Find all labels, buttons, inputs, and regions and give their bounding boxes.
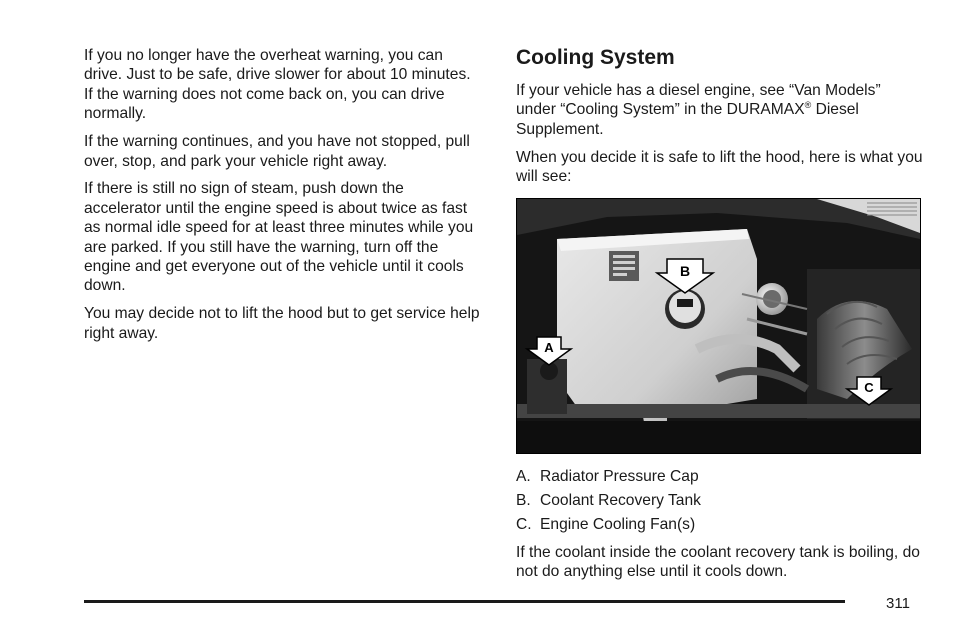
right-column [516,44,924,590]
paragraph-service-help: You may decide not to lift the hood but to get service help right away. [84,305,480,342]
photo-caption-list [516,467,924,535]
paragraph-lift-hood: When you decide it is safe to lift the hood, here is what you will see: [516,148,923,186]
marker-a-label: A [544,339,554,355]
paragraph-overheat-cleared: If you no longer have the overheat warning, you can drive. Just to be safe, drive slower for about 10 minutes. If the warning does not come back on, you can drive normally. [84,47,471,123]
caption-letter: B. [516,491,531,509]
marker-c-label: C [864,379,874,395]
caption-text: Engine Cooling Fan(s) [540,516,696,534]
diesel-note-text-end: Diesel Supplement. [516,101,859,138]
caption-item [516,467,924,486]
caption-text: Radiator Pressure Cap [540,467,699,485]
section-heading: Cooling System [516,46,675,69]
paragraph-boiling-warning: If the coolant inside the coolant recovery tank is boiling, do not do anything else until it cools down. [516,543,920,581]
paragraph-diesel-note [516,81,924,139]
page-number: 311 [886,595,910,612]
paragraph-warning-continues: If the warning continues, and you have not stopped, pull over, stop, and park your vehicle right away. [84,133,470,170]
engine-compartment-photo [516,198,921,454]
engine-photo-illustration [517,199,920,453]
caption-letter: C. [516,516,532,534]
registered-mark: ® [804,100,812,111]
left-column [84,46,480,352]
caption-item [516,515,924,534]
caption-letter: A. [516,467,531,485]
marker-b-label: B [679,262,691,279]
diesel-note-text: If your vehicle has a diesel engine, see “Van Models” under “Cooling System” in the DURAMAX [516,82,881,119]
paragraph-no-steam: If there is still no sign of steam, push down the accelerator until the engine speed is about twice as fast as normal idle speed for at least three minutes while you are parked. If you still have the warning, turn off the engine and get everyone out of the vehicle until it cools down. [84,180,474,295]
footer-rule [84,600,845,603]
caption-item [516,491,924,510]
caption-text: Coolant Recovery Tank [540,491,701,509]
